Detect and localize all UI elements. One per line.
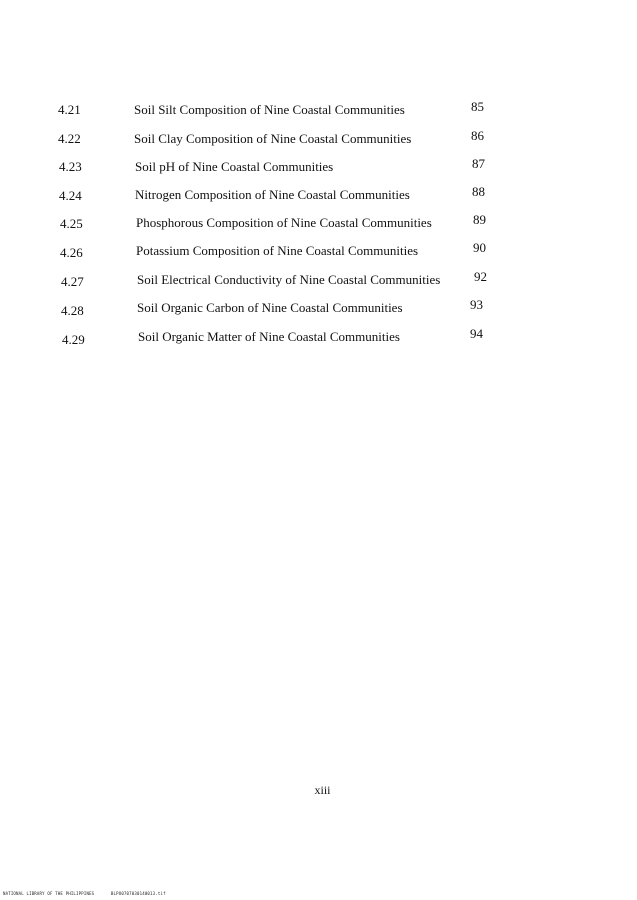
toc-entry-page: 85 [471,99,484,114]
toc-entry-title: Potassium Composition of Nine Coastal Communities [136,243,419,258]
toc-entry-page: 89 [473,212,486,227]
toc-entry-title: Soil Silt Composition of Nine Coastal Communities [134,102,405,117]
toc-entry-page: 87 [472,156,485,171]
toc-entry-number: 4.21 [58,102,81,117]
scan-footer [3,891,166,896]
toc-entry-number: 4.29 [62,332,85,347]
toc-entry-number: 4.26 [60,245,83,260]
toc-entry [0,129,637,149]
toc-entry [0,297,637,321]
file-id: BLPO0707030140013.tif [110,891,166,896]
toc-entry [0,240,637,263]
toc-entry-title: Nitrogen Composition of Nine Coastal Communities [135,187,410,202]
toc-entry-title: Soil Organic Carbon of Nine Coastal Communities [137,300,403,315]
toc-entry-number: 4.27 [61,274,84,289]
toc-entry-number: 4.28 [61,303,84,318]
toc-entry [0,326,637,350]
toc-entry-number: 4.25 [60,216,83,231]
toc-entry [0,186,637,206]
toc-entry [0,269,637,292]
toc-entry-page: 94 [470,326,483,341]
toc-entry-title: Soil Electrical Conductivity of Nine Coastal Communities [137,272,441,287]
toc-entry-page: 93 [470,297,483,312]
toc-entry-title: Soil Organic Matter of Nine Coastal Communities [138,329,400,344]
toc-entry-page: 92 [474,269,487,284]
toc-entry-title: Soil pH of Nine Coastal Communities [135,159,334,174]
toc-entry-title: Phosphorous Composition of Nine Coastal Communities [136,215,432,230]
library-name: NATIONAL LIBRARY OF THE PHILIPPINES [3,891,95,896]
toc-entry [0,157,637,177]
toc-entry-number: 4.22 [58,131,81,146]
toc-entry-number: 4.23 [59,159,82,174]
toc-entry-page: 86 [471,128,484,143]
toc-entry-page: 88 [472,184,485,199]
toc-entry [0,100,637,120]
toc-entry [0,214,637,234]
toc-entry-number: 4.24 [59,188,82,203]
toc-entry-page: 90 [473,240,486,255]
toc-entry-title: Soil Clay Composition of Nine Coastal Communities [134,131,412,146]
page-number: xiii [314,783,331,797]
